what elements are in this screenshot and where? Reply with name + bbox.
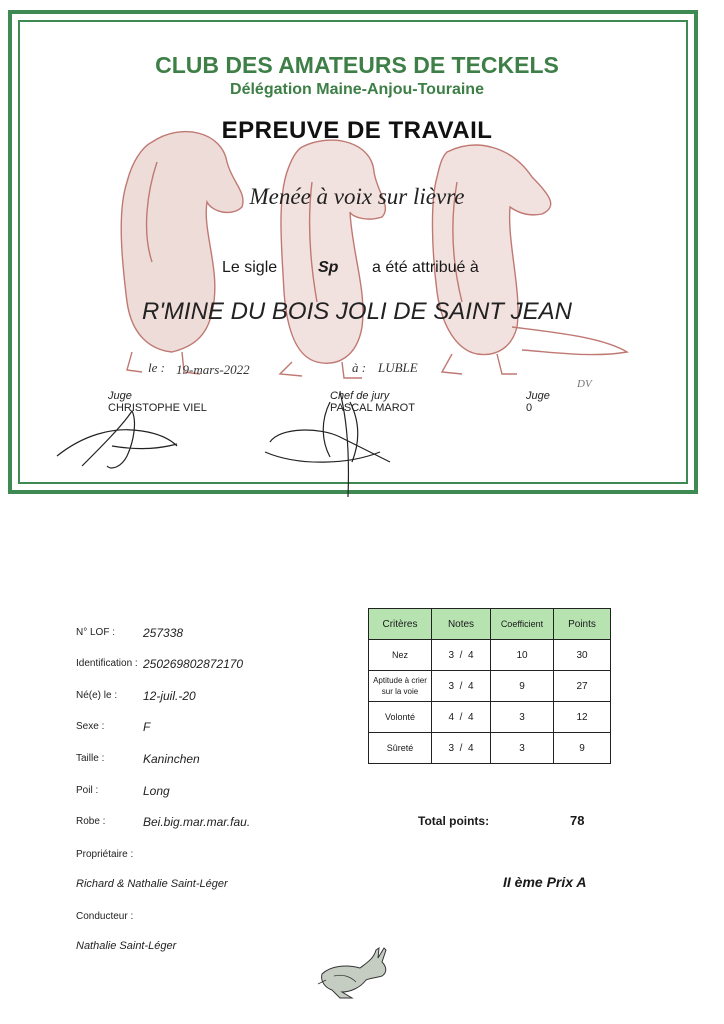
certificate-frame <box>8 10 698 494</box>
sigle-suffix: a été attribué à <box>372 259 479 276</box>
criteria-name: Aptitude à crier sur la voie <box>369 671 432 702</box>
judge-1-role: Juge <box>108 390 132 402</box>
criteria-note: 3 / 4 <box>432 671 491 702</box>
coat-value: Long <box>143 784 170 798</box>
criteria-header-row <box>369 609 611 640</box>
criteria-points: 9 <box>554 733 611 764</box>
place-prefix: à : <box>352 360 367 375</box>
sigle-value: Sp <box>318 259 339 276</box>
identification-value: 250269802872170 <box>143 657 244 671</box>
judge-3-role: Juge <box>526 390 550 402</box>
birth-label: Né(e) le : <box>76 690 118 701</box>
header-coefficient: Coefficient <box>491 609 554 640</box>
table-row <box>369 671 611 702</box>
test-description: Menée à voix sur lièvre <box>249 184 465 209</box>
criteria-coefficient: 9 <box>491 671 554 702</box>
total-points-label: Total points: <box>418 814 490 828</box>
test-date: 19-mars-2022 <box>176 362 250 377</box>
criteria-coefficient: 10 <box>491 640 554 671</box>
header-criteria: Critères <box>369 609 432 640</box>
lof-value: 257338 <box>143 626 184 640</box>
handler-value: Nathalie Saint-Léger <box>76 940 177 952</box>
birth-value: 12-juil.-20 <box>143 689 196 703</box>
header-points: Points <box>554 609 611 640</box>
lof-label: N° LOF : <box>76 627 116 638</box>
criteria-name: Volonté <box>369 702 432 733</box>
table-row <box>369 702 611 733</box>
criteria-points: 30 <box>554 640 611 671</box>
prize-result: II ème Prix A <box>503 874 587 890</box>
table-row <box>369 733 611 764</box>
criteria-note: 3 / 4 <box>432 640 491 671</box>
criteria-table <box>368 608 611 764</box>
size-label: Taille : <box>76 753 105 764</box>
date-prefix: le : <box>148 360 165 375</box>
test-place: LUBLE <box>378 360 418 375</box>
delegation-subtitle: Délégation Maine-Anjou-Touraine <box>230 81 484 98</box>
criteria-points: 12 <box>554 702 611 733</box>
judge-3-name: 0 <box>526 402 533 414</box>
size-value: Kaninchen <box>143 752 200 766</box>
dachshund-illustration <box>112 122 632 392</box>
owner-label: Propriétaire : <box>76 849 134 860</box>
artist-signature: DV <box>577 378 592 390</box>
total-points-value: 78 <box>570 813 585 828</box>
sex-value: F <box>143 720 151 734</box>
judge-2-name: PASCAL MAROT <box>330 402 415 414</box>
table-row <box>369 640 611 671</box>
judge-1-signature <box>52 406 182 476</box>
criteria-note: 4 / 4 <box>432 702 491 733</box>
criteria-name: Nez <box>369 640 432 671</box>
criteria-coefficient: 3 <box>491 702 554 733</box>
header-notes: Notes <box>432 609 491 640</box>
club-title: CLUB DES AMATEURS DE TECKELS <box>155 52 559 78</box>
color-value: Bei.big.mar.mar.fau. <box>143 815 251 829</box>
owner-value: Richard & Nathalie Saint-Léger <box>76 878 228 890</box>
criteria-name: Sûreté <box>369 733 432 764</box>
identification-label: Identification : <box>76 658 138 669</box>
criteria-coefficient: 3 <box>491 733 554 764</box>
chief-judge-signature <box>260 382 410 502</box>
certificate-title: EPREUVE DE TRAVAIL <box>221 117 493 144</box>
hare-icon <box>316 944 392 1002</box>
sex-label: Sexe : <box>76 721 105 732</box>
criteria-points: 27 <box>554 671 611 702</box>
sigle-prefix: Le sigle <box>222 259 278 276</box>
judge-2-role: Chef de jury <box>330 390 390 402</box>
judge-1-name: CHRISTOPHE VIEL <box>108 402 207 414</box>
color-label: Robe : <box>76 816 106 827</box>
handler-label: Conducteur : <box>76 911 134 922</box>
coat-label: Poil : <box>76 785 99 796</box>
dog-name: R'MINE DU BOIS JOLI DE SAINT JEAN <box>142 298 572 325</box>
criteria-note: 3 / 4 <box>432 733 491 764</box>
